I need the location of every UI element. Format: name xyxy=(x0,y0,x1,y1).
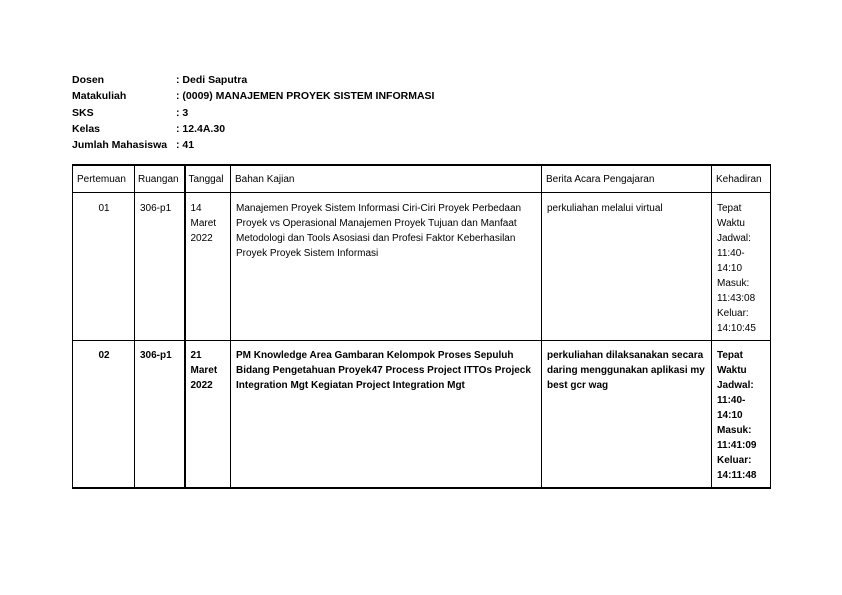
cell-tanggal xyxy=(185,341,231,489)
table-row xyxy=(73,341,771,489)
kehadiran-line: 14:11:48 xyxy=(717,470,757,481)
cell-pertemuan: 01 xyxy=(73,193,135,341)
cell-berita-acara: perkuliahan dilaksanakan secara daring menggunakan aplikasi my best gcr wag xyxy=(542,341,712,489)
kehadiran-line: Keluar: xyxy=(717,455,752,466)
tanggal-day: 21 xyxy=(190,350,202,361)
info-label: SKS xyxy=(72,106,94,119)
tanggal-month: Maret xyxy=(190,365,218,376)
kehadiran-line: 11:40- xyxy=(717,395,746,406)
kehadiran-line: 14:10 xyxy=(717,410,743,421)
info-label: Jumlah Mahasiswa xyxy=(72,139,168,152)
tanggal-year: 2022 xyxy=(190,233,213,244)
kehadiran-line: Waktu xyxy=(717,365,747,376)
kehadiran-line: 11:41:09 xyxy=(717,440,757,451)
kehadiran-line: 14:10:45 xyxy=(717,323,756,334)
info-kelas xyxy=(72,121,434,137)
column-header-pertemuan: Pertemuan xyxy=(73,165,135,193)
kehadiran-line: Waktu xyxy=(717,218,745,229)
tanggal-month: Maret xyxy=(190,218,217,229)
column-header-bahan-kajian: Bahan Kajian xyxy=(231,165,542,193)
info-value: : (0009) MANAJEMEN PROYEK SISTEM INFORMASI xyxy=(176,90,435,103)
cell-kehadiran xyxy=(712,341,771,489)
column-header-tanggal: Tanggal xyxy=(185,165,231,193)
column-header-berita-acara: Berita Acara Pengajaran xyxy=(542,165,712,193)
info-label: Dosen xyxy=(72,74,105,86)
info-label: Matakuliah xyxy=(72,90,127,103)
kehadiran-line: Tepat xyxy=(717,350,743,361)
info-value: : Dedi Saputra xyxy=(176,74,248,86)
info-value: : 3 xyxy=(176,106,189,119)
table-header-row xyxy=(73,165,771,193)
kehadiran-line: Jadwal: xyxy=(717,380,754,391)
tanggal-day: 14 xyxy=(190,203,202,214)
kehadiran-line: Jadwal: xyxy=(717,233,751,244)
column-header-kehadiran: Kehadiran xyxy=(712,165,771,193)
tanggal-year: 2022 xyxy=(190,380,213,391)
info-matakuliah xyxy=(72,88,434,104)
info-jumlah-mahasiswa xyxy=(72,137,434,153)
cell-tanggal xyxy=(185,193,231,341)
kehadiran-line: Keluar: xyxy=(717,308,749,319)
kehadiran-line: 11:40- xyxy=(717,248,745,259)
cell-bahan-kajian: PM Knowledge Area Gambaran Kelompok Proses Sepuluh Bidang Pengetahuan Proyek47 Process Project ITTOs Projeck Integration Mgt Kegiatan Project Integration Mgt xyxy=(231,341,542,489)
cell-bahan-kajian: Manajemen Proyek Sistem Informasi Ciri-Ciri Proyek Perbedaan Proyek vs Operasional Manajemen Proyek Tujuan dan Manfaat Metodologi dan Tools Asosiasi dan Profesi Faktor Keberhasilan Proyek Proyek Sistem Informasi xyxy=(231,193,542,341)
info-value: : 41 xyxy=(176,139,195,152)
info-value: : 12.4A.30 xyxy=(176,122,226,135)
kehadiran-line: Tepat xyxy=(717,203,742,214)
cell-ruangan: 306-p1 xyxy=(135,193,185,341)
column-header-ruangan: Ruangan xyxy=(135,165,185,193)
cell-kehadiran xyxy=(712,193,771,341)
cell-berita-acara: perkuliahan melalui virtual xyxy=(542,193,712,341)
cell-ruangan: 306-p1 xyxy=(135,341,185,489)
course-info xyxy=(72,72,434,153)
attendance-table xyxy=(72,164,771,489)
kehadiran-line: 14:10 xyxy=(717,263,743,274)
kehadiran-line: Masuk: xyxy=(717,425,752,436)
info-dosen xyxy=(72,72,434,88)
info-sks xyxy=(72,105,434,121)
table-row xyxy=(73,193,771,341)
cell-pertemuan: 02 xyxy=(73,341,135,489)
info-label: Kelas xyxy=(72,122,101,135)
kehadiran-line: Masuk: xyxy=(717,278,750,289)
kehadiran-line: 11:43:08 xyxy=(717,293,756,304)
